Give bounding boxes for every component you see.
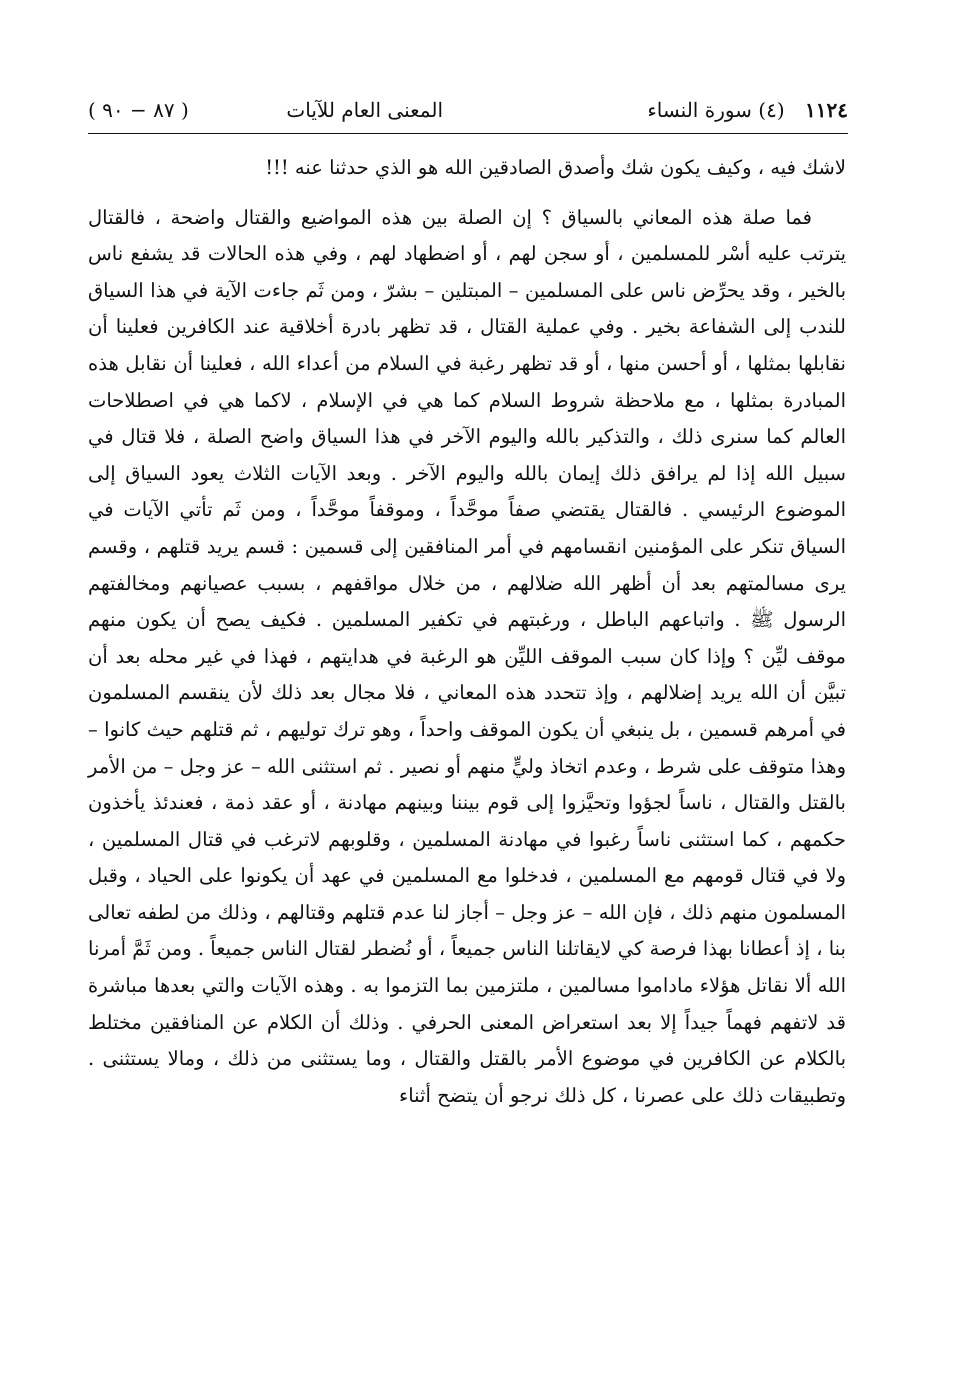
- surah-name: (٤) سورة النساء: [647, 98, 785, 122]
- page-body: [88, 150, 846, 1114]
- header-right-group: [647, 92, 848, 128]
- page-number: ١١٢٤: [805, 98, 848, 122]
- running-header: [88, 92, 848, 128]
- section-title: المعنى العام للآيات: [286, 98, 443, 122]
- paragraph-2: فما صلة هذه المعاني بالسياق ؟ إن الصلة بين هذه المواضيع والقتال واضحة ، فالقتال يترتب عليه أسْر للمسلمين ، أو سجن لهم ، أو اضطهاد لهم ، وفي هذه الحالات قد يشفع ناس بالخير ، وقد يحرِّض ناس على المسلمين – المبتلين – بشرّ ، ومن ثَم جاءت الآية في هذا السياق للندب إلى الشفاعة بخير . وفي عملية القتال ، قد تظهر بادرة أخلاقية عند الكافرين فعلينا أن نقابلها بمثلها ، أو أحسن منها ، أو قد تظهر رغبة في السلام من أعداء الله ، فعلينا أن نقابل هذه المبادرة بمثلها ، مع ملاحظة شروط السلام كما هي في الإسلام ، لاكما هي في اصطلاحات العالم كما سنرى ذلك ، والتذكير بالله واليوم الآخر في هذا السياق واضح الصلة ، فلا قتال في سبيل الله إذا لم يرافق ذلك إيمان بالله واليوم الآخر . وبعد الآيات الثلاث يعود السياق إلى الموضوع الرئيسي . فالقتال يقتضي صفاً موحَّداً ، وموقفاً موحَّداً ، ومن ثَم تأتي الآيات في السياق تنكر على المؤمنين انقسامهم في أمر المنافقين إلى قسمين : قسم يريد قتلهم ، وقسم يرى مسالمتهم بعد أن أظهر الله ضلالهم ، من خلال مواقفهم ، بسبب عصيانهم ومخالفتهم الرسول ﷺ . واتباعهم الباطل ، ورغبتهم في تكفير المسلمين . فكيف يصح أن يكون منهم موقف ليِّن ؟ وإذا كان سبب الموقف الليِّن هو الرغبة في هدايتهم ، فهذا في غير محله بعد أن تبيَّن أن الله يريد إضلالهم ، وإذ تتحدد هذه المعاني ، فلا مجال بعد ذلك لأن ينقسم المسلمون في أمرهم قسمين ، بل ينبغي أن يكون الموقف واحداً ، وهو ترك توليهم ، ثم قتلهم حيث كانوا – وهذا متوقف على شرط ، وعدم اتخاذ وليٍّ منهم أو نصير . ثم استثنى الله – عز وجل – من الأمر بالقتل والقتال ، ناساً لجؤوا وتحيَّزوا إلى قوم بيننا وبينهم مهادنة ، أو عقد ذمة ، فعندئذ يأخذون حكمهم ، كما استثنى ناساً رغبوا في مهادنة المسلمين ، وقلوبهم لاترغب في قتال المسلمين ، ولا في قتال قومهم مع المسلمين ، فدخلوا مع المسلمين في عهد أن يكونوا على الحياد ، وقبل المسلمون منهم ذلك ، فإن الله – عز وجل – أجاز لنا عدم قتلهم وقتالهم ، وذلك من لطفه تعالى بنا ، إذ أعطانا بهذا فرصة كي لايقاتلنا الناس جميعاً ، أو نُضطر لقتال الناس جميعاً . ومن ثَمَّ أمرنا الله ألا نقاتل هؤلاء ماداموا مسالمين ، ملتزمين بما التزموا به . وهذه الآيات والتي بعدها مباشرة قد لاتفهم فهماً جيداً إلا بعد استعراض المعنى الحرفي . وذلك أن الكلام عن المنافقين مختلط بالكلام عن الكافرين في موضوع الأمر بالقتل والقتال ، وما يستثنى من ذلك ، ومالا يستثنى . وتطبيقات ذلك على عصرنا ، كل ذلك نرجو أن يتضح أثناء: [88, 205, 846, 1107]
- header-divider: [88, 133, 848, 134]
- verse-range: ( ٨٧ − ٩٠ ): [88, 98, 189, 122]
- paragraph-1: لاشك فيه ، وكيف يكون شك وأصدق الصادقين الله هو الذي حدثنا عنه !!!: [265, 156, 846, 179]
